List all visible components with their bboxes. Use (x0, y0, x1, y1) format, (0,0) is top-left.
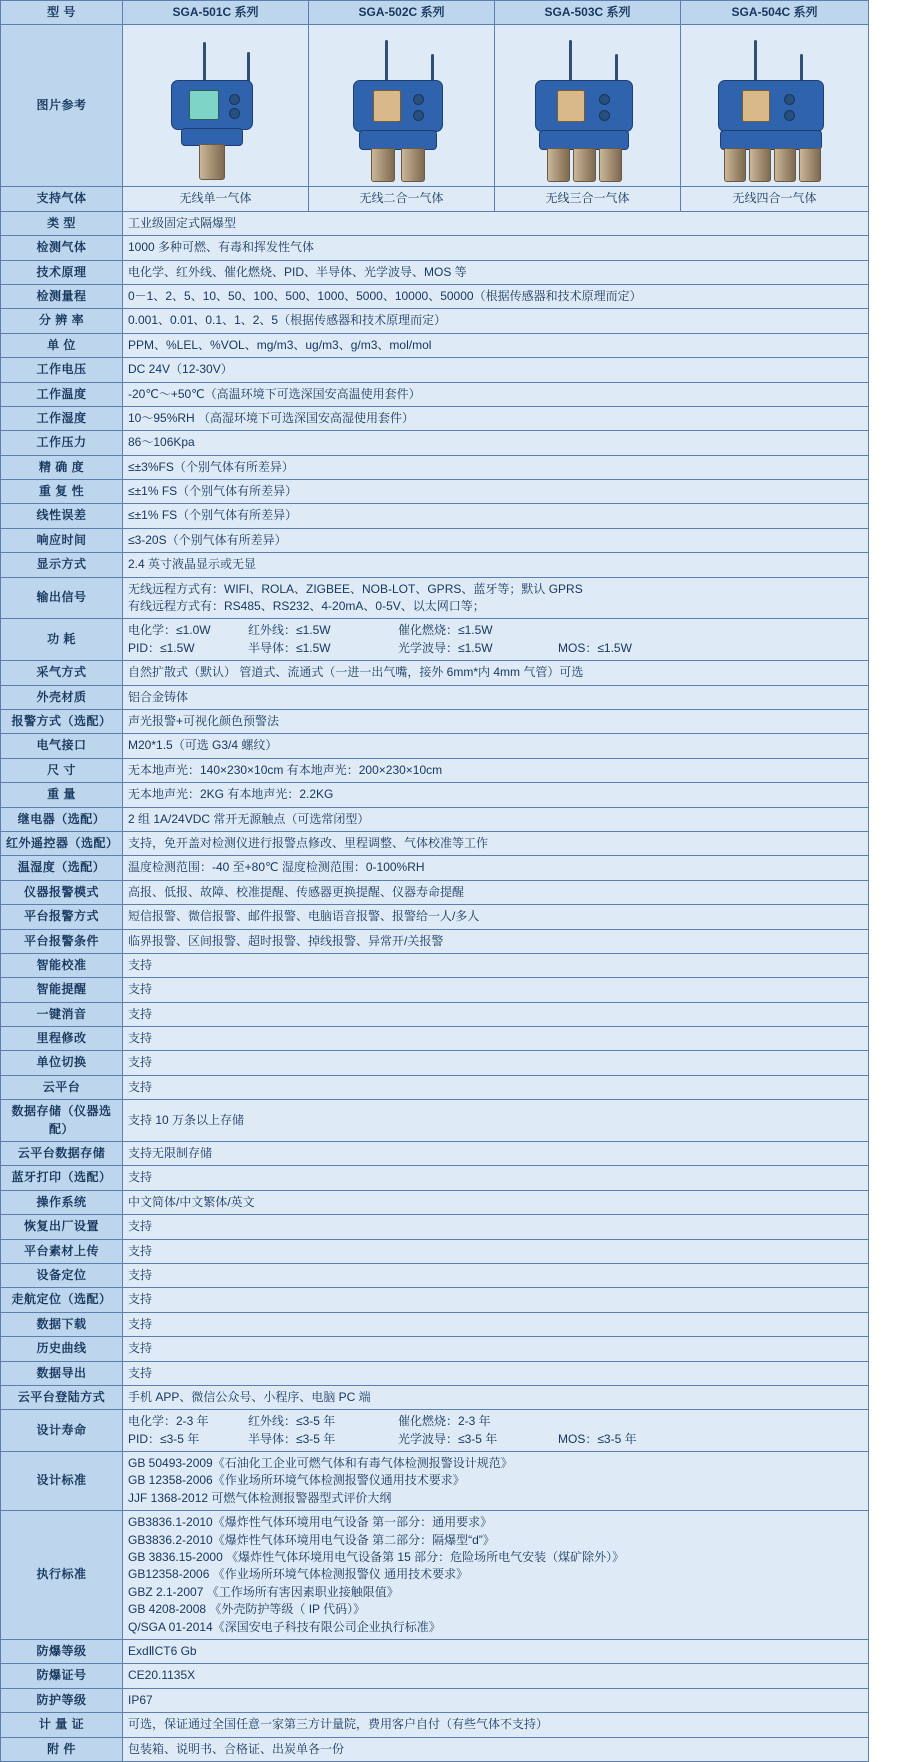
design-life-row-2 (128, 1431, 863, 1448)
table-row (1, 1288, 869, 1312)
execution-standard-line: GB3836.1-2010《爆炸性气体环境用电气设备 第一部分：通用要求》 (128, 1515, 493, 1530)
table-row (1, 1640, 869, 1664)
row-label: 设备定位 (1, 1263, 123, 1287)
row-label: 红外遥控器（选配） (1, 831, 123, 855)
row-label: 检测量程 (1, 284, 123, 308)
table-row-design-life (1, 1410, 869, 1452)
row-label: 云平台 (1, 1075, 123, 1099)
power-electrochemical: 电化学：≤1.0W (128, 623, 211, 638)
output-signal-label: 输出信号 (1, 577, 123, 619)
table-row (1, 1027, 869, 1051)
life-pid: PID：≤3-5 年 (128, 1431, 200, 1446)
row-label: 平台报警条件 (1, 929, 123, 953)
row-value: 2.4 英寸液晶显示或无显 (123, 553, 869, 577)
row-value: 电化学、红外线、催化燃烧、PID、半导体、光学波导、MOS 等 (123, 260, 869, 284)
row-label: 附 件 (1, 1737, 123, 1761)
row-value: 声光报警+可视化颜色预警法 (123, 709, 869, 733)
row-label: 数据导出 (1, 1361, 123, 1385)
row-label: 历史曲线 (1, 1337, 123, 1361)
table-row (1, 1361, 869, 1385)
power-row-2 (128, 640, 863, 657)
row-label: 精 确 度 (1, 455, 123, 479)
model-501c: SGA-501C 系列 (123, 1, 309, 25)
table-row (1, 284, 869, 308)
table-row (1, 504, 869, 528)
model-label: 型 号 (1, 1, 123, 25)
power-semiconductor: 半导体：≤1.5W (248, 640, 331, 655)
table-row-output-signal (1, 577, 869, 619)
output-signal-value (123, 577, 869, 619)
table-row (1, 1100, 869, 1142)
supported-gas-502c: 无线二合一气体 (309, 187, 495, 211)
model-503c: SGA-503C 系列 (495, 1, 681, 25)
row-value: 支持，免开盖对检测仪进行报警点修改、里程调整、气体校准等工作 (123, 831, 869, 855)
row-label: 线性误差 (1, 504, 123, 528)
row-label: 单 位 (1, 333, 123, 357)
row-value: ≤±1% FS（个别气体有所差异） (123, 480, 869, 504)
design-life-value (123, 1410, 869, 1452)
device-image-502c (309, 25, 495, 187)
row-label: 计 量 证 (1, 1713, 123, 1737)
table-row (1, 1312, 869, 1336)
table-row (1, 1051, 869, 1075)
row-value: CE20.1135X (123, 1664, 869, 1688)
row-label: 响应时间 (1, 528, 123, 552)
table-row (1, 685, 869, 709)
design-life-row-1 (128, 1413, 863, 1430)
power-blank (558, 622, 708, 639)
table-row (1, 1190, 869, 1214)
gas-detector-icon (690, 28, 860, 183)
table-row (1, 783, 869, 807)
table-row-power (1, 619, 869, 661)
supported-gas-501c: 无线单一气体 (123, 187, 309, 211)
row-label: 云平台数据存储 (1, 1142, 123, 1166)
row-label: 平台报警方式 (1, 905, 123, 929)
row-value: 支持 (123, 953, 869, 977)
row-value: 支持 (123, 978, 869, 1002)
row-label: 电气接口 (1, 734, 123, 758)
execution-standard-line: GB 4208-2008 《外壳防护等级（ IP 代码）》 (128, 1602, 366, 1617)
row-label: 仪器报警模式 (1, 880, 123, 904)
row-value: 中文简体/中文繁体/英文 (123, 1190, 869, 1214)
supported-gas-504c: 无线四合一气体 (681, 187, 869, 211)
life-semiconductor: 半导体：≤3-5 年 (248, 1431, 336, 1446)
row-value: M20*1.5（可选 G3/4 螺纹） (123, 734, 869, 758)
life-electrochemical: 电化学：2-3 年 (128, 1414, 209, 1429)
table-row (1, 661, 869, 685)
row-value: 支持 (123, 1263, 869, 1287)
row-label: 防爆证号 (1, 1664, 123, 1688)
row-value: 支持 (123, 1075, 869, 1099)
row-label: 尺 寸 (1, 758, 123, 782)
table-row-header (1, 1, 869, 25)
row-label: 工作压力 (1, 431, 123, 455)
row-value: 支持 (123, 1312, 869, 1336)
row-value: 0－1、2、5、10、50、100、500、1000、5000、10000、50000（根据传感器和技术原理而定） (123, 284, 869, 308)
row-value: 无本地声光：140×230×10cm 有本地声光：200×230×10cm (123, 758, 869, 782)
table-row (1, 1664, 869, 1688)
row-value: 工业级固定式隔爆型 (123, 211, 869, 235)
row-value: ≤3-20S（个别气体有所差异） (123, 528, 869, 552)
row-label: 工作电压 (1, 358, 123, 382)
row-value: 支持 (123, 1002, 869, 1026)
table-row (1, 480, 869, 504)
table-row (1, 1713, 869, 1737)
power-value (123, 619, 869, 661)
row-value: 支持 (123, 1361, 869, 1385)
output-wired-line: 有线远程方式有：RS485、RS232、4-20mA、0-5V、以太网口等； (128, 599, 485, 614)
supported-gas-503c: 无线三合一气体 (495, 187, 681, 211)
row-label: 走航定位（选配） (1, 1288, 123, 1312)
supported-gas-label: 支持气体 (1, 187, 123, 211)
row-value: 支持 10 万条以上存储 (123, 1100, 869, 1142)
row-value: 支持 (123, 1051, 869, 1075)
row-value: -20℃～+50℃（高温环境下可选深国安高温使用套件） (123, 382, 869, 406)
life-mos: MOS：≤3-5 年 (558, 1431, 637, 1446)
row-value: 0.001、0.01、0.1、1、2、5（根据传感器和技术原理而定） (123, 309, 869, 333)
table-row (1, 1239, 869, 1263)
row-label: 蓝牙打印（选配） (1, 1166, 123, 1190)
execution-standard-value (123, 1511, 869, 1640)
row-value: 支持 (123, 1239, 869, 1263)
table-row (1, 1142, 869, 1166)
execution-standard-line: GBZ 2.1-2007 《工作场所有害因素职业接触限值》 (128, 1584, 399, 1599)
table-row (1, 358, 869, 382)
table-row (1, 1337, 869, 1361)
table-row (1, 831, 869, 855)
row-value: 支持 (123, 1215, 869, 1239)
row-value: ≤±1% FS（个别气体有所差异） (123, 504, 869, 528)
table-row (1, 807, 869, 831)
row-label: 操作系统 (1, 1190, 123, 1214)
table-row (1, 905, 869, 929)
row-value: 可选，保证通过全国任意一家第三方计量院，费用客户自付（有些气体不支持） (123, 1713, 869, 1737)
row-value: 支持 (123, 1288, 869, 1312)
table-row (1, 929, 869, 953)
row-label: 智能校准 (1, 953, 123, 977)
row-value: ExdⅡCT6 Gb (123, 1640, 869, 1664)
row-label: 类 型 (1, 211, 123, 235)
model-504c: SGA-504C 系列 (681, 1, 869, 25)
table-row (1, 211, 869, 235)
row-label: 技术原理 (1, 260, 123, 284)
row-label: 检测气体 (1, 236, 123, 260)
gas-detector-icon (317, 28, 487, 183)
table-row (1, 1263, 869, 1287)
row-value: ≤±3%FS（个别气体有所差异） (123, 455, 869, 479)
row-value: 支持无限制存储 (123, 1142, 869, 1166)
power-pid: PID：≤1.5W (128, 640, 195, 655)
table-row (1, 1385, 869, 1409)
row-value: DC 24V（12-30V） (123, 358, 869, 382)
execution-standard-line: GB3836.2-2010《爆炸性气体环境用电气设备 第二部分：隔爆型“d”》 (128, 1532, 495, 1547)
life-blank (558, 1413, 708, 1430)
design-standard-line: GB 50493-2009《石油化工企业可燃气体和有毒气体检测报警设计规范》 (128, 1456, 513, 1471)
table-row (1, 1688, 869, 1712)
row-label: 外壳材质 (1, 685, 123, 709)
table-row (1, 1075, 869, 1099)
row-value: 手机 APP、微信公众号、小程序、电脑 PC 端 (123, 1385, 869, 1409)
life-infrared: 红外线：≤3-5 年 (248, 1414, 336, 1429)
table-row (1, 260, 869, 284)
table-row (1, 978, 869, 1002)
row-label: 工作湿度 (1, 406, 123, 430)
row-value: 铝合金铸体 (123, 685, 869, 709)
power-row-1 (128, 622, 863, 639)
row-value: 支持 (123, 1166, 869, 1190)
execution-standard-label: 执行标准 (1, 1511, 123, 1640)
power-label: 功 耗 (1, 619, 123, 661)
table-row (1, 431, 869, 455)
row-label: 重 复 性 (1, 480, 123, 504)
table-row-execution-standard (1, 1511, 869, 1640)
row-value: 短信报警、微信报警、邮件报警、电脑语音报警、报警给一人/多人 (123, 905, 869, 929)
row-value: 温度检测范围：-40 至+80℃ 湿度检测范围：0-100%RH (123, 856, 869, 880)
table-row (1, 333, 869, 357)
table-row-supported-gas (1, 187, 869, 211)
row-value: IP67 (123, 1688, 869, 1712)
execution-standard-line: GB12358-2006 《作业场所环境气体检测报警仪 通用技术要求》 (128, 1567, 469, 1582)
design-standard-label: 设计标准 (1, 1452, 123, 1511)
design-life-label: 设计寿命 (1, 1410, 123, 1452)
row-value: 2 组 1A/24VDC 常开无源触点（可选常闭型） (123, 807, 869, 831)
table-row (1, 856, 869, 880)
row-value: 86～106Kpa (123, 431, 869, 455)
life-catalytic: 催化燃烧：2-3 年 (398, 1414, 491, 1429)
image-reference-label: 图片参考 (1, 25, 123, 187)
table-row (1, 1002, 869, 1026)
row-label: 单位切换 (1, 1051, 123, 1075)
row-value: 高报、低报、故障、校准提醒、传感器更换提醒、仪器寿命提醒 (123, 880, 869, 904)
row-label: 智能提醒 (1, 978, 123, 1002)
table-row-images (1, 25, 869, 187)
row-label: 平台素材上传 (1, 1239, 123, 1263)
output-wireless-line: 无线远程方式有：WIFI、ROLA、ZIGBEE、NOB-LOT、GPRS、蓝牙等；默认 GPRS (128, 581, 583, 596)
row-label: 温湿度（选配） (1, 856, 123, 880)
row-value: PPM、%LEL、%VOL、mg/m3、ug/m3、g/m3、mol/mol (123, 333, 869, 357)
row-value: 临界报警、区间报警、超时报警、掉线报警、异常开/关报警 (123, 929, 869, 953)
row-value: 支持 (123, 1337, 869, 1361)
table-row (1, 1737, 869, 1761)
row-label: 数据存储（仪器选配） (1, 1100, 123, 1142)
table-row-design-standard (1, 1452, 869, 1511)
table-row (1, 758, 869, 782)
row-label: 云平台登陆方式 (1, 1385, 123, 1409)
power-optical: 光学波导：≤1.5W (398, 640, 493, 655)
row-label: 防护等级 (1, 1688, 123, 1712)
row-label: 恢复出厂设置 (1, 1215, 123, 1239)
table-row (1, 880, 869, 904)
execution-standard-line: GB 3836.15-2000 《爆炸性气体环境用电气设备第 15 部分：危险场所电气安装（煤矿除外）》 (128, 1550, 625, 1565)
row-label: 重 量 (1, 783, 123, 807)
row-label: 一键消音 (1, 1002, 123, 1026)
execution-standard-line: Q/SGA 01-2014《深国安电子科技有限公司企业执行标准》 (128, 1619, 441, 1634)
row-label: 继电器（选配） (1, 807, 123, 831)
table-row (1, 709, 869, 733)
row-label: 数据下载 (1, 1312, 123, 1336)
life-optical: 光学波导：≤3-5 年 (398, 1431, 498, 1446)
row-value: 10～95%RH （高湿环境下可选深国安高湿使用套件） (123, 406, 869, 430)
device-image-501c (123, 25, 309, 187)
table-row (1, 1215, 869, 1239)
power-catalytic: 催化燃烧：≤1.5W (398, 623, 493, 638)
power-infrared: 红外线：≤1.5W (248, 623, 331, 638)
row-label: 分 辨 率 (1, 309, 123, 333)
row-value: 1000 多种可燃、有毒和挥发性气体 (123, 236, 869, 260)
row-value: 支持 (123, 1027, 869, 1051)
power-mos: MOS：≤1.5W (558, 640, 632, 655)
table-row (1, 528, 869, 552)
model-502c: SGA-502C 系列 (309, 1, 495, 25)
table-row (1, 455, 869, 479)
design-standard-value (123, 1452, 869, 1511)
table-row (1, 236, 869, 260)
table-row (1, 734, 869, 758)
table-row (1, 953, 869, 977)
gas-detector-icon (131, 28, 301, 183)
row-label: 显示方式 (1, 553, 123, 577)
device-image-504c (681, 25, 869, 187)
table-row (1, 1166, 869, 1190)
table-row (1, 382, 869, 406)
row-label: 采气方式 (1, 661, 123, 685)
table-row (1, 553, 869, 577)
table-row (1, 309, 869, 333)
row-value: 无本地声光：2KG 有本地声光：2.2KG (123, 783, 869, 807)
row-label: 防爆等级 (1, 1640, 123, 1664)
row-label: 报警方式（选配） (1, 709, 123, 733)
device-image-503c (495, 25, 681, 187)
row-label: 工作温度 (1, 382, 123, 406)
design-standard-line: JJF 1368-2012 可燃气体检测报警器型式评价大纲 (128, 1490, 392, 1505)
row-value: 包装箱、说明书、合格证、出炭单各一份 (123, 1737, 869, 1761)
row-label: 里程修改 (1, 1027, 123, 1051)
design-standard-line: GB 12358-2006《作业场所环境气体检测报警仪通用技术要求》 (128, 1473, 465, 1488)
table-row (1, 406, 869, 430)
gas-detector-icon (503, 28, 673, 183)
row-value: 自然扩散式（默认） 管道式、流通式（一进一出气嘴，接外 6mm*内 4mm 气管）可选 (123, 661, 869, 685)
